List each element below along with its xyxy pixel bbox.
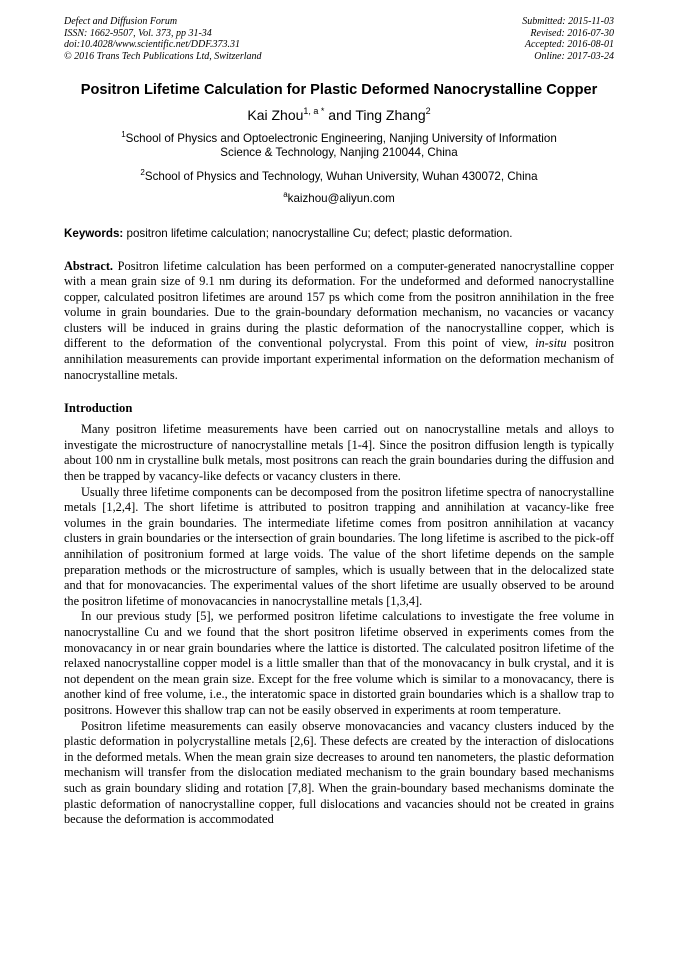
keywords — [64, 227, 614, 241]
affiliation-2 — [64, 167, 614, 185]
author-list — [64, 106, 614, 124]
author-separator: and — [324, 106, 356, 123]
journal-issn: ISSN: 1662-9507, Vol. 373, pp 31-34 — [64, 27, 212, 39]
date-online: Online: 2017-03-24 — [534, 50, 614, 62]
author-name: Kai Zhou — [247, 106, 304, 123]
affiliation-line: School of Physics and Optoelectronic Engineering, Nanjing University of Information — [125, 131, 557, 145]
author-affiliation-mark: 2 — [425, 105, 431, 116]
date-submitted: Submitted: 2015-11-03 — [522, 16, 614, 27]
section-heading-introduction: Introduction — [64, 401, 133, 416]
journal-copyright: © 2016 Trans Tech Publications Ltd, Switzerland — [64, 50, 262, 62]
introduction-paragraph-2: Usually three lifetime components can be decomposed from the positron lifetime spectra of nanocrystalline metals [1,2,4]. The short lifetime is attributed to positron trapping and annihilation at vacancy-like free volumes in the grain boundaries. The intermediate lifetime comes from positron annihilation at vacancy clusters in grain boundaries or the intersection of grain boundaries. The long lifetime is ascribed to the pick-off annihilation of positronium formed at large voids. The value of the short lifetime depends on the sample preparation methods or the microstructure of samples, which is usually between that in the delocalized state and that for monovacancies. The experimental values of the short lifetime are usually observed to be around the positron lifetime of monovacancies in nanocrystalline metals [1,3,4]. — [64, 484, 614, 608]
email-address: kaizhou@aliyun.com — [287, 192, 395, 205]
email-mark: a — [283, 190, 288, 199]
affiliation-line: Science & Technology, Nanjing 210044, China — [220, 146, 458, 159]
affiliation-mark: 2 — [140, 167, 145, 177]
abstract-text: positron annihilation measurements can provide important experimental information on the deformation mechanism of nanocrystalline metals. — [64, 336, 615, 382]
paper-title: Positron Lifetime Calculation for Plastic Deformed Nanocrystalline Copper — [80, 82, 598, 98]
introduction-paragraph-1: Many positron lifetime measurements have been carried out on nanocrystalline metals and alloys to investigate the microstructure of nanocrystalline metals [1-4]. Since the positron diffusion length is typically about 100 nm in crystalline bulk metals, most positrons can reach the grain boundaries during the diffusion and then be trapped by vacancy-like defects or vacancy clusters in there. — [64, 422, 614, 484]
publication-dates — [522, 16, 614, 62]
abstract-text: Positron lifetime calculation has been performed on a computer-generated nanocrystalline copper with a mean grain size of 9.1 nm during its deformation. For the undeformed and deformed nanocrystalline copper, calculated positron lifetimes are around 157 ps which come from the positron annihilation in the free volume in grain boundaries. Due to the grain-boundary deformation mechanism, no vacancies or vacancy clusters will be induced in grains during the plastic deformation of the nanocrystalline copper, which is different to the deformation of the conventional polycrystal. From this point of view, — [64, 258, 614, 351]
affiliation-1 — [64, 129, 614, 161]
journal-doi: doi:10.4028/www.scientific.net/DDF.373.31 — [64, 39, 241, 50]
date-accepted: Accepted: 2016-08-01 — [524, 39, 614, 50]
keywords-text: positron lifetime calculation; nanocrystalline Cu; defect; plastic deformation. — [123, 226, 513, 240]
author-affiliation-mark: 1, a * — [303, 105, 325, 116]
abstract — [64, 259, 614, 384]
corresponding-email — [64, 192, 614, 207]
abstract-label: Abstract. — [64, 258, 114, 273]
journal-info — [64, 16, 262, 62]
abstract-italic-term: in-situ — [535, 336, 567, 351]
date-revised: Revised: 2016-07-30 — [530, 27, 614, 39]
keywords-label: Keywords: — [64, 226, 124, 240]
journal-header — [64, 16, 614, 62]
affiliation-mark: 1 — [121, 129, 126, 139]
introduction-paragraph-3: In our previous study [5], we performed positron lifetime calculations to investigate the free volume in nanocrystalline Cu and we found that the short positron lifetime observed in experiments comes from the monovacancy in or near grain boundaries where the lattice is distorted. The calculated positron lifetime of the relaxed nanocrystalline copper model is a little smaller than that of the monovacancy in bulk crystal, and it is not dependent on the mean grain size. Except for the free volume which is similar to a monovacancy, there is another kind of free volume, i.e., the interatomic space in distorted grain boundaries which is a shallow trap to positrons. However this shallow trap can not be easily observed in experiments at room temperature. — [64, 609, 614, 717]
introduction-paragraph-4: Positron lifetime measurements can easily observe monovacancies and vacancy clusters induced by the plastic deformation in polycrystalline metals [2,6]. These defects are created by the interaction of dislocations in the deformed metals. When the mean grain size decreases to around ten nanometers, the plastic deformation mechanism will transfer from the dislocation mediated mechanism to the grain boundary based mechanisms such as grain boundary sliding and rotation [7,8]. When the grain-boundary based mechanisms dominate the plastic deformation of nanocrystalline copper, full dislocations and vacancies should not be created in grains because the deformation is accommodated — [64, 718, 614, 827]
introduction-body — [64, 422, 614, 827]
journal-name: Defect and Diffusion Forum — [64, 16, 178, 27]
affiliation-line: School of Physics and Technology, Wuhan University, Wuhan 430072, China — [144, 169, 538, 183]
author-name: Ting Zhang — [355, 106, 426, 123]
